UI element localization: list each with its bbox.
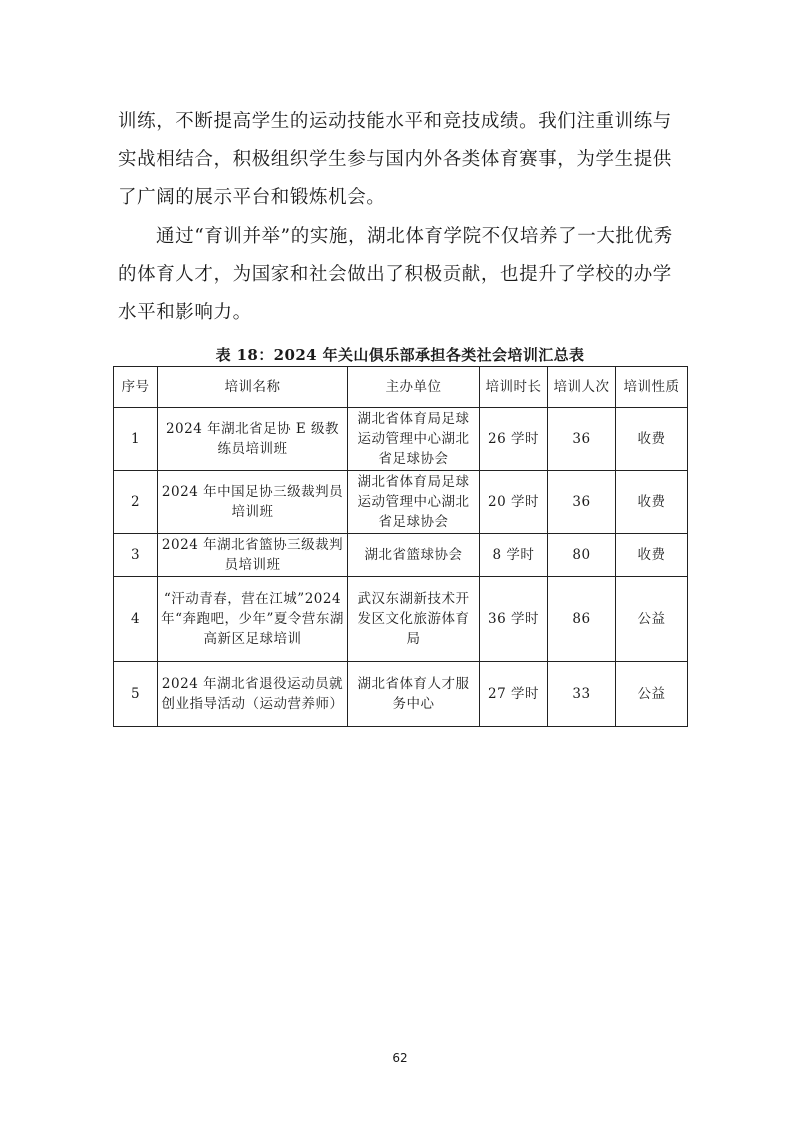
cell-training-type: 收费 xyxy=(616,408,688,471)
cell-training-hours: 20 学时 xyxy=(480,471,548,534)
cell-serial-number: 1 xyxy=(114,408,158,471)
cell-serial-number: 4 xyxy=(114,577,158,662)
cell-training-name: “汗动青春，营在江城”2024 年“奔跑吧，少年”夏令营东湖高新区足球培训 xyxy=(158,577,348,662)
cell-participants: 36 xyxy=(548,408,616,471)
cell-organizer: 武汉东湖新技术开发区文化旅游体育局 xyxy=(348,577,480,662)
header-organizer: 主办单位 xyxy=(348,367,480,408)
cell-training-hours: 27 学时 xyxy=(480,662,548,727)
table-row xyxy=(114,534,688,577)
cell-training-hours: 36 学时 xyxy=(480,577,548,662)
cell-training-name: 2024 年湖北省篮协三级裁判员培训班 xyxy=(158,534,348,577)
body-paragraph: 通过“育训并举”的实施，湖北体育学院不仅培养了一大批优秀的体育人才，为国家和社会做出了积极贡献，也提升了学校的办学水平和影响力。 xyxy=(118,226,673,323)
header-training-type: 培训性质 xyxy=(616,367,688,408)
cell-training-hours: 26 学时 xyxy=(480,408,548,471)
cell-training-name: 2024 年湖北省足协 E 级教练员培训班 xyxy=(158,408,348,471)
cell-organizer: 湖北省篮球协会 xyxy=(348,534,480,577)
cell-participants: 33 xyxy=(548,662,616,727)
cell-serial-number: 3 xyxy=(114,534,158,577)
header-participants: 培训人次 xyxy=(548,367,616,408)
table-row xyxy=(114,408,688,471)
training-summary-table xyxy=(113,366,688,727)
cell-training-name: 2024 年湖北省退役运动员就创业指导活动（运动营养师） xyxy=(158,662,348,727)
cell-organizer: 湖北省体育局足球运动管理中心湖北省足球协会 xyxy=(348,408,480,471)
table-row xyxy=(114,662,688,727)
table-header-row xyxy=(114,367,688,408)
cell-organizer: 湖北省体育人才服务中心 xyxy=(348,662,480,727)
cell-serial-number: 5 xyxy=(114,662,158,727)
header-training-name: 培训名称 xyxy=(158,367,348,408)
page-number: 62 xyxy=(392,1051,408,1065)
table-title: 表 18：2024 年关山俱乐部承担各类社会培训汇总表 xyxy=(215,346,585,364)
header-serial-number: 序号 xyxy=(114,367,158,408)
cell-training-hours: 8 学时 xyxy=(480,534,548,577)
table-row xyxy=(114,471,688,534)
cell-participants: 36 xyxy=(548,471,616,534)
table-row xyxy=(114,577,688,662)
cell-serial-number: 2 xyxy=(114,471,158,534)
cell-participants: 80 xyxy=(548,534,616,577)
cell-training-type: 公益 xyxy=(616,662,688,727)
cell-training-name: 2024 年中国足协三级裁判员培训班 xyxy=(158,471,348,534)
cell-organizer: 湖北省体育局足球运动管理中心湖北省足球协会 xyxy=(348,471,480,534)
header-training-hours: 培训时长 xyxy=(480,367,548,408)
body-paragraph: 训练，不断提高学生的运动技能水平和竞技成绩。我们注重训练与实战相结合，积极组织学生参与国内外各类体育赛事，为学生提供了广阔的展示平台和锻炼机会。 xyxy=(118,111,672,208)
cell-training-type: 收费 xyxy=(616,534,688,577)
cell-training-type: 收费 xyxy=(616,471,688,534)
cell-training-type: 公益 xyxy=(616,577,688,662)
cell-participants: 86 xyxy=(548,577,616,662)
